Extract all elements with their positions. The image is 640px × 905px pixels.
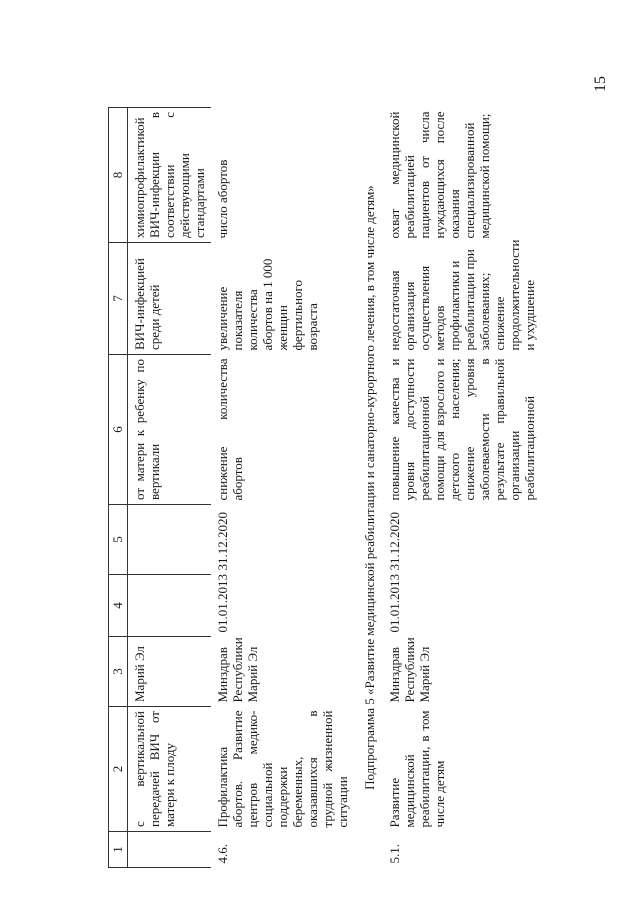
result-cell: снижение количества абортов xyxy=(215,358,245,501)
table-row xyxy=(383,108,541,868)
table-row xyxy=(128,108,212,868)
activity-cell: Развитие медицинской реабилитации, в том числе детям xyxy=(387,710,447,828)
indicator-link-cell: химиопрофилактикой ВИЧ-инфекции в соответствии с действующими стандартами xyxy=(128,108,212,243)
start-date-cell xyxy=(128,575,212,637)
start-date-cell: 01.01.2013 xyxy=(215,574,230,633)
measures-table xyxy=(108,107,541,868)
indicator-link-cell: охват медицинской реабилитацией пациентов от числа нуждающихся после оказания специализированной медицинской помощи; xyxy=(387,111,492,239)
column-number: 1 xyxy=(109,832,128,868)
end-date-cell: 31.12.2020 xyxy=(387,512,402,571)
executor-cell: Минздрав Республики Марий Эл xyxy=(215,637,260,703)
executor-cell: Марий Эл xyxy=(128,637,212,707)
indicator-link-cell: число абортов xyxy=(215,159,230,239)
end-date-cell xyxy=(128,505,212,575)
row-number: 4.6. xyxy=(215,844,230,864)
row-number: 5.1. xyxy=(387,844,402,864)
column-number: 6 xyxy=(109,355,128,505)
document-frame xyxy=(108,108,537,868)
result-cell: от матери к ребенку по вертикали xyxy=(128,355,212,505)
rotated-table-container xyxy=(108,108,537,868)
consequences-cell: увеличение показателя количества абортов на 1 000 женщин фертильного возраста xyxy=(215,258,320,351)
subprogram-title: Подпрограмма 5 «Развитие медицинской реабилитации и санаторно-курортного лечения, в том числе детям» xyxy=(362,185,377,790)
consequences-cell: недостаточная организация осуществления методов профилактики и реабилитации при заболеваниях; снижение продолжительности и ухудшение xyxy=(387,239,537,351)
result-cell: повышение качества и уровня доступности реабилитационной помощи для взрослого и детского населения; снижение уровня заболеваемости в результате правильной организации реабилитационной xyxy=(387,358,537,501)
column-number: 8 xyxy=(109,108,128,243)
column-number: 7 xyxy=(109,243,128,355)
end-date-cell: 31.12.2020 xyxy=(215,512,230,571)
table-row xyxy=(211,108,354,868)
consequences-cell: ВИЧ-инфекцией среди детей xyxy=(128,243,212,355)
activity-cell: с вертикальной передачей ВИЧ от матери к плоду xyxy=(128,707,212,832)
start-date-cell: 01.01.2013 xyxy=(387,574,402,633)
row-number xyxy=(128,832,212,868)
column-number: 3 xyxy=(109,637,128,707)
column-number: 2 xyxy=(109,707,128,832)
page-number: 15 xyxy=(592,76,609,92)
column-number: 5 xyxy=(109,505,128,575)
activity-cell: Профилактика абортов. Развитие центров медико-социальной поддержки беременных, оказавшихся в трудной жизненной ситуации xyxy=(215,710,350,828)
column-number: 4 xyxy=(109,575,128,637)
column-number-row xyxy=(109,108,128,868)
executor-cell: Минздрав Республики Марий Эл xyxy=(387,637,432,703)
subprogram-heading-row xyxy=(354,108,383,868)
